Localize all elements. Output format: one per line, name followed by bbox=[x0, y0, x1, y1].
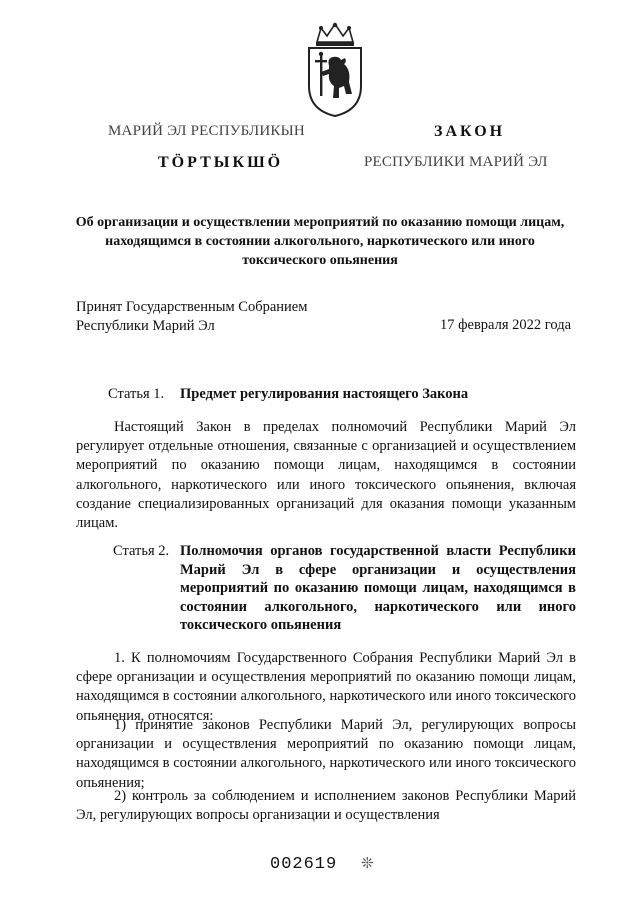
header-left-doc-type: ТӦРТЫКШӦ bbox=[158, 154, 284, 171]
article-2-item-2: 2) контроль за соблюдением и исполнением законов Республики Марий Эл, регулирующих вопросы организации и осуществления bbox=[76, 788, 576, 824]
adoption-block bbox=[76, 298, 307, 336]
article-1-title: Предмет регулирования настоящего Закона bbox=[180, 386, 469, 402]
article-2-number: Статья 2. bbox=[113, 543, 170, 559]
coat-of-arms-icon bbox=[299, 22, 371, 118]
adopted-by-line2: Республики Марий Эл bbox=[76, 318, 215, 334]
article-2-paragraph-1: 1. К полномочиям Государственного Собрания Республики Марий Эл в сфере организации и осуществления мероприятий по оказанию помощи лицам, находящимся в состоянии алкогольного, наркотического или иного токсического опьянения, относятся: bbox=[76, 650, 576, 724]
ornament-icon: ❊ bbox=[361, 856, 374, 872]
article-1-text: Настоящий Закон в пределах полномочий Республики Марий Эл регулирует отдельные отношения, связанные с организацией и осуществлением мероприятий по оказанию помощи лицам, находящимся в состоянии алкогольного, наркотического или иного токсического опьянения, включая создание специализированных организаций для оказания помощи указанным лицам. bbox=[76, 419, 576, 532]
header-right-doc-type: ЗАКОН bbox=[434, 123, 506, 140]
article-2-title: Полномочия органов государственной власти Республики Марий Эл в сфере организации и осуществления мероприятий по оказанию помощи лицам, находящимся в состоянии алкогольного, наркотического или иного токсического опьянения bbox=[180, 543, 576, 633]
document-serial-number: 002619 bbox=[270, 855, 338, 874]
header-left-title: МАРИЙ ЭЛ РЕСПУБЛИКЫН bbox=[108, 123, 305, 139]
adoption-date: 17 февраля 2022 года bbox=[440, 317, 572, 333]
law-title: Об организации и осуществлении мероприятий по оказанию помощи лицам, находящимся в состоянии алкогольного, наркотического или иного токсического опьянения bbox=[75, 215, 565, 268]
header-right-title: РЕСПУБЛИКИ МАРИЙ ЭЛ bbox=[364, 154, 548, 170]
article-1-number: Статья 1. bbox=[108, 386, 165, 402]
article-2-item-1: 1) принятие законов Республики Марий Эл, регулирующих вопросы организации и осуществления мероприятий по оказанию помощи лицам, находящимся в состоянии алкогольного, наркотического или иного токсического опьянения; bbox=[76, 717, 576, 791]
adopted-by-line1: Принят Государственным Собранием bbox=[76, 299, 308, 315]
